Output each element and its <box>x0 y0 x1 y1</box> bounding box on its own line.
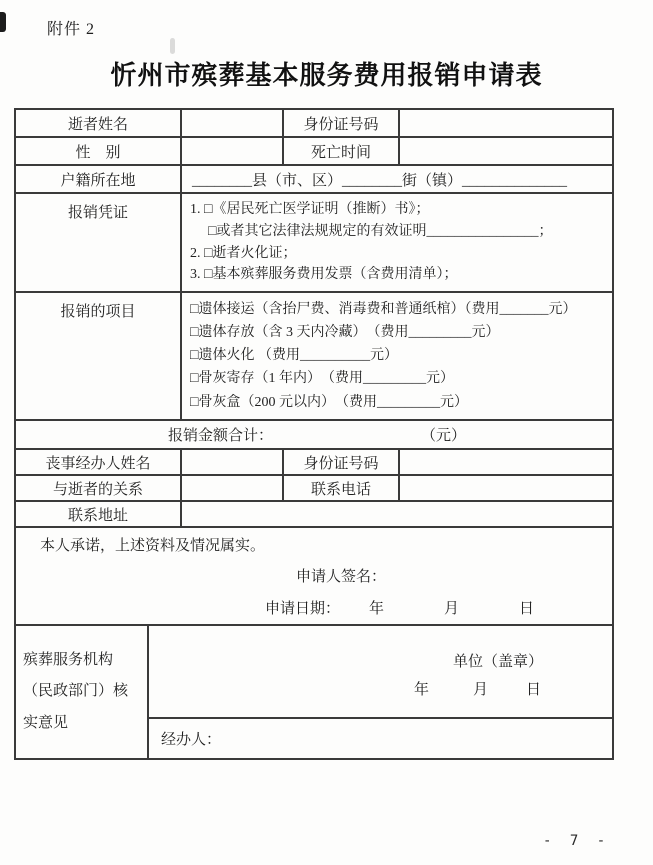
deceased-name-value-cell <box>182 110 284 136</box>
item-option-line: □骨灰盒（200 元以内） （费用_________元） <box>190 394 468 410</box>
residence-label: 户籍所在地 <box>16 166 182 192</box>
address-label: 联系地址 <box>16 502 182 526</box>
year-label: 年 <box>369 601 385 617</box>
address-row <box>16 502 612 528</box>
deceased-id-label: 身份证号码 <box>284 110 400 136</box>
address-value-cell <box>182 502 612 526</box>
agent-name-label: 丧事经办人姓名 <box>16 450 182 474</box>
applicant-signature-label: 申请人签名： <box>296 569 387 585</box>
gender-value-cell <box>182 138 284 164</box>
scan-artifact-smudge <box>0 12 6 32</box>
death-time-label: 死亡时间 <box>284 138 400 164</box>
relation-value-cell <box>182 476 284 500</box>
voucher-row <box>16 194 612 293</box>
deceased-name-label: 逝者姓名 <box>16 110 182 136</box>
application-date-label: 申请日期： <box>265 601 341 617</box>
agent-id-label: 身份证号码 <box>284 450 400 474</box>
items-label: 报销的项目 <box>16 293 182 419</box>
page-number: - 7 - <box>543 833 611 849</box>
voucher-option-line: □或者其它法律法规规定的有效证明________________； <box>208 223 553 239</box>
declaration-statement: 本人承诺，上述资料及情况属实。 <box>40 538 266 554</box>
agent-name-value-cell <box>182 450 284 474</box>
item-option-line: □遗体存放（含 3 天内冷藏） （费用_________元） <box>190 325 500 341</box>
phone-value-cell <box>400 476 612 500</box>
relation-row <box>16 476 612 502</box>
handler-cell <box>149 719 612 758</box>
death-time-value-cell <box>400 138 612 164</box>
form-title: 忻州市殡葬基本服务费用报销申请表 <box>110 61 543 90</box>
item-option-line: □骨灰寄存（1 年内） （费用_________元） <box>190 371 454 387</box>
item-option-line: □遗体接运（含抬尸费、消毒费和普通纸棺）（费用_______元） <box>190 301 577 317</box>
voucher-option-line: 1. □《居民死亡医学证明（推断）书》； <box>190 202 430 218</box>
month-label: 月 <box>444 601 460 617</box>
attachment-label: 附件 2 <box>47 21 96 38</box>
agent-name-row <box>16 450 612 476</box>
verify-year-label: 年 <box>414 682 430 698</box>
declaration-row <box>16 528 612 626</box>
day-label: 日 <box>519 601 535 617</box>
items-row <box>16 293 612 421</box>
voucher-lines-cell <box>182 194 612 291</box>
verify-day-label: 日 <box>526 682 542 698</box>
verification-opinion-cell <box>149 626 612 719</box>
total-amount-label: 报销金额合计： <box>168 428 274 444</box>
application-form-table <box>14 108 614 760</box>
items-lines-cell <box>182 293 612 419</box>
deceased-name-row <box>16 110 612 138</box>
total-unit-label: （元） <box>421 428 467 444</box>
relation-label: 与逝者的关系 <box>16 476 182 500</box>
verification-label: 殡葬服务机构（民政部门）核实意见 <box>16 626 149 758</box>
verification-row <box>16 626 612 758</box>
handler-label: 经办人： <box>161 732 222 748</box>
residence-blank-line: ________县（市、区）________街（镇）______________ <box>192 172 568 189</box>
gender-row <box>16 138 612 166</box>
unit-seal-label: 单位（盖章） <box>453 654 544 670</box>
residence-row <box>16 166 612 194</box>
total-row <box>16 421 612 450</box>
deceased-id-value-cell <box>400 110 612 136</box>
gender-label: 性 别 <box>16 138 182 164</box>
phone-label: 联系电话 <box>284 476 400 500</box>
scan-artifact-streak <box>170 38 175 54</box>
item-option-line: □遗体火化 （费用__________元） <box>190 348 398 364</box>
agent-id-value-cell <box>400 450 612 474</box>
voucher-label: 报销凭证 <box>16 194 182 291</box>
verify-month-label: 月 <box>473 682 489 698</box>
voucher-option-line: 3. □基本殡葬服务费用发票（含费用清单）； <box>190 267 458 283</box>
voucher-option-line: 2. □逝者火化证； <box>190 245 297 261</box>
